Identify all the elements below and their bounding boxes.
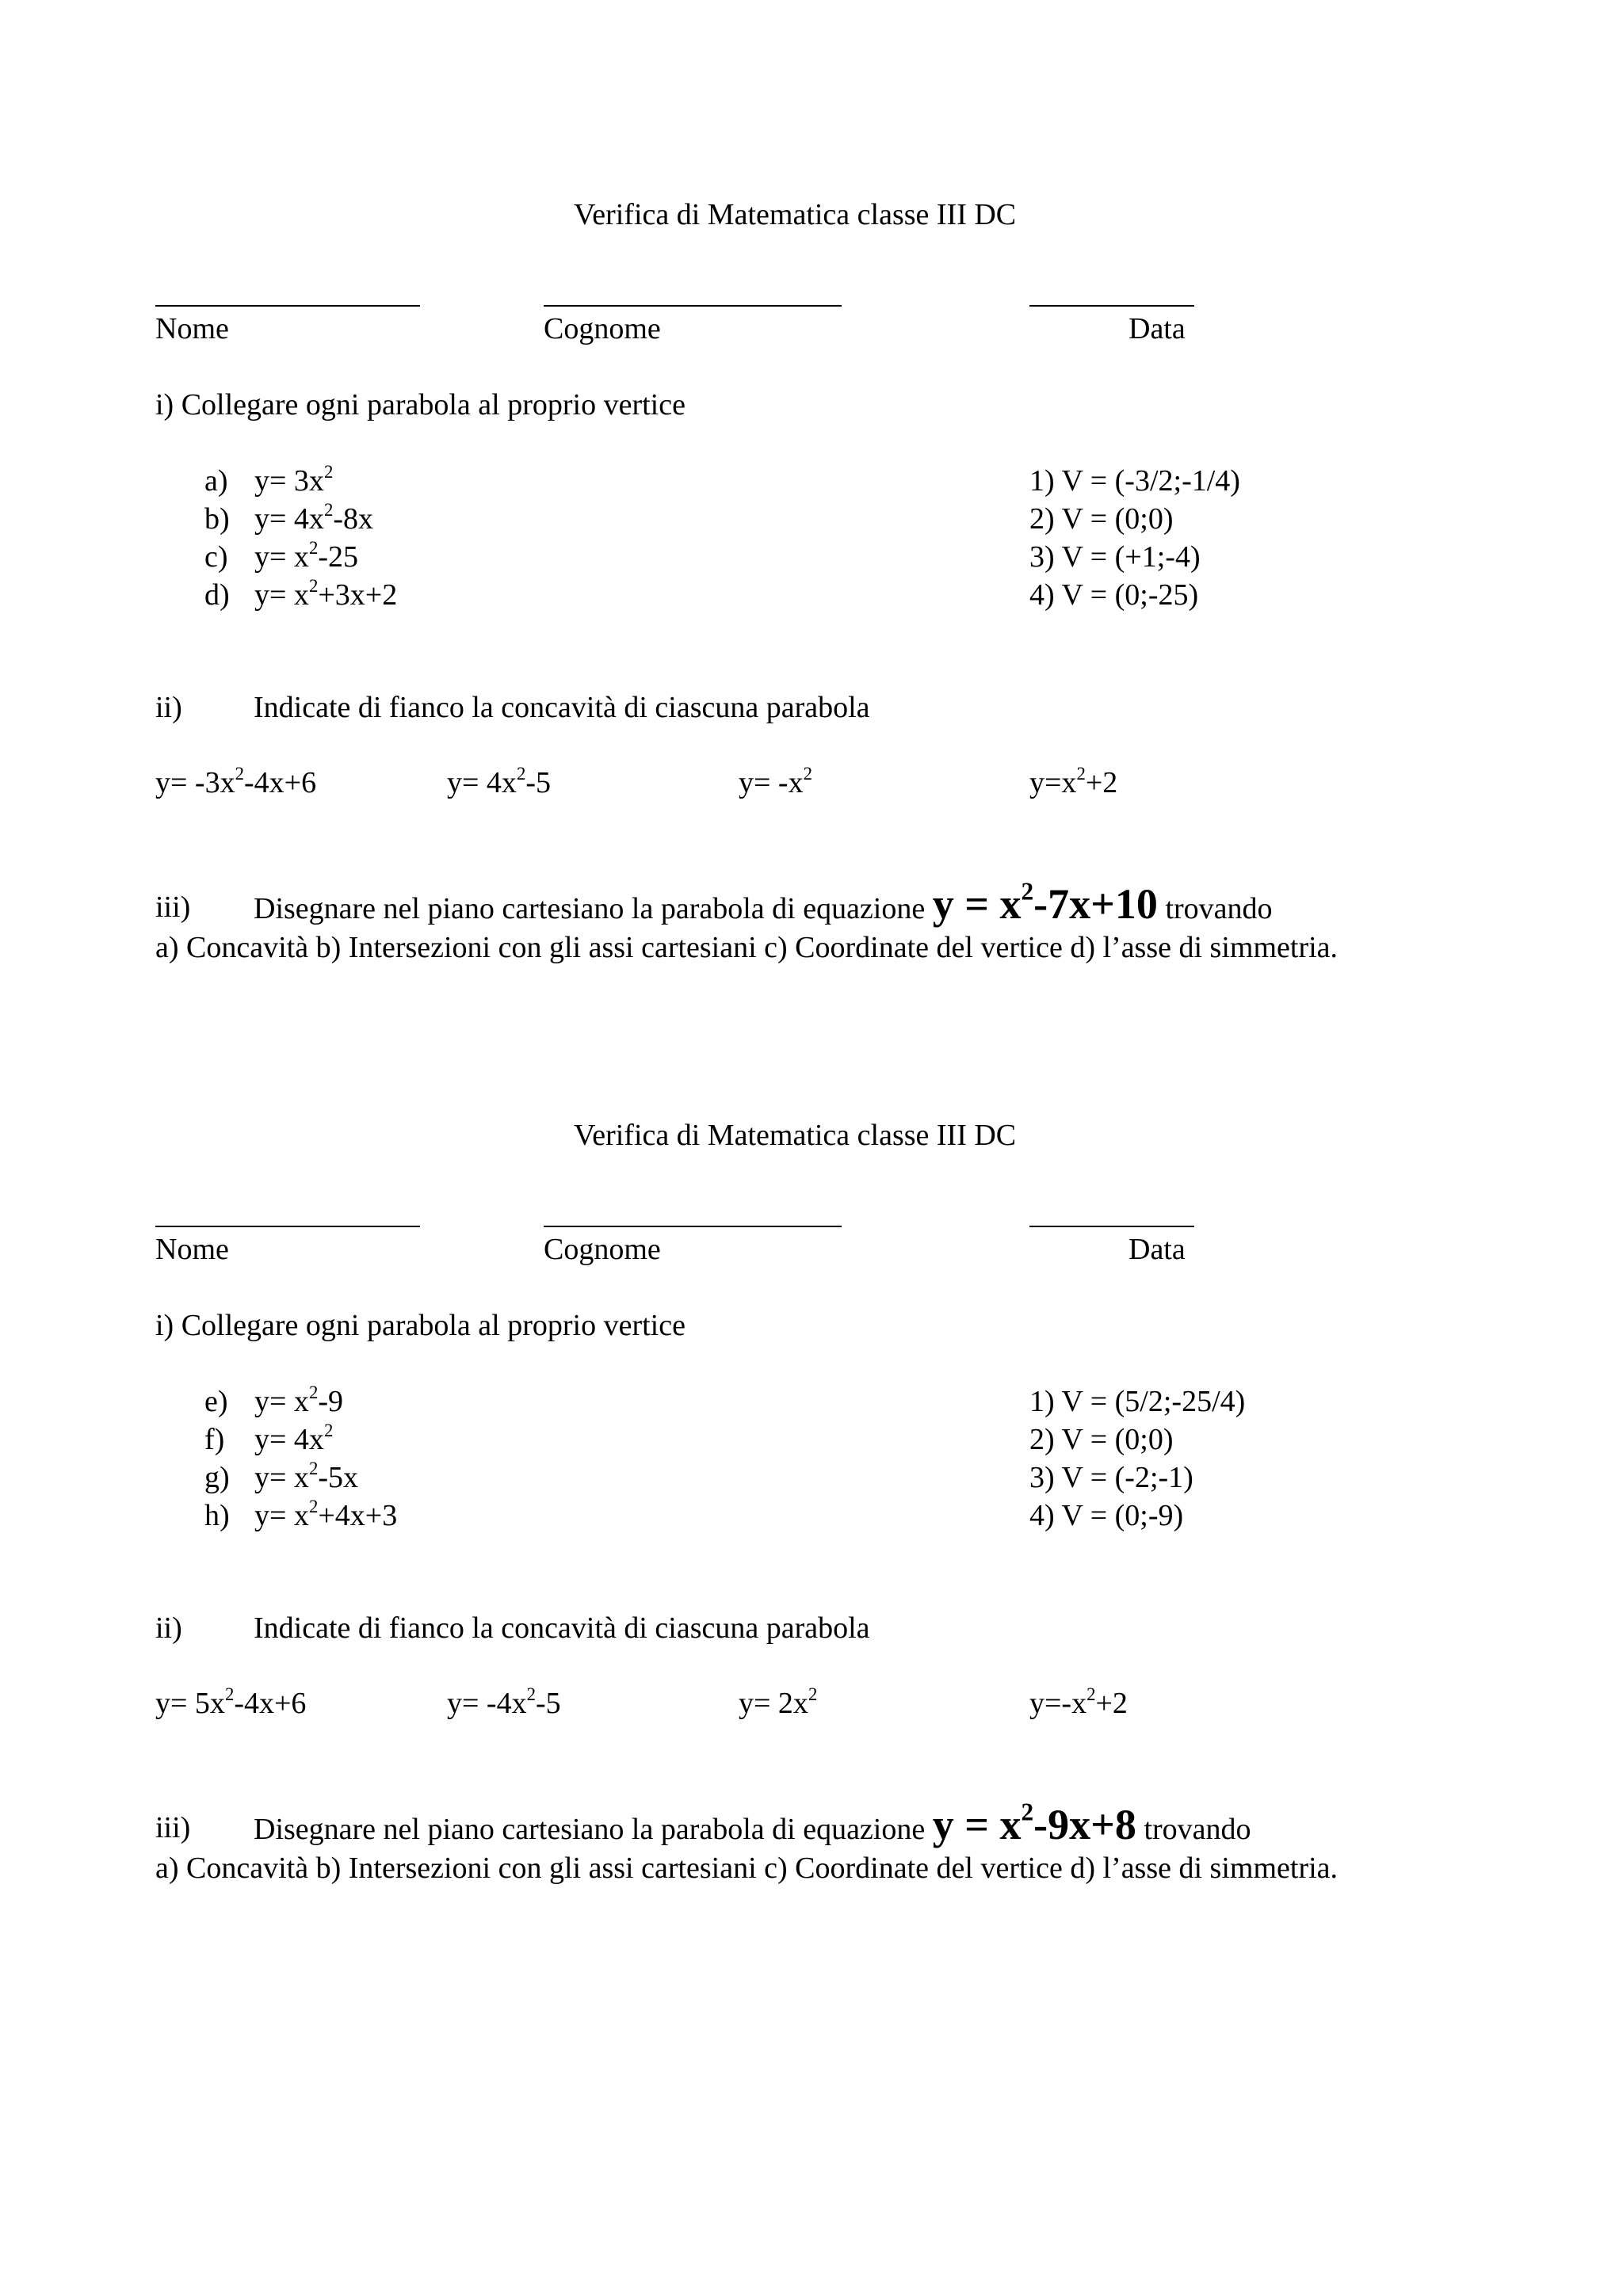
question-3-number: iii) <box>155 1811 191 1844</box>
vertex-item: 1) V = (5/2;-25/4) <box>1029 1385 1246 1418</box>
parabola-item <box>204 1421 334 1456</box>
name-label: Nome <box>155 1233 229 1266</box>
question-2-number: ii) <box>155 1611 182 1645</box>
item-equation: $y= 4x^2$ <box>254 1421 334 1456</box>
vertex-item: 3) V = (+1;-4) <box>1029 540 1201 574</box>
question-3-after: trovando <box>1165 892 1273 925</box>
date-label: Data <box>1128 1233 1186 1266</box>
page-title: Verifica di Matematica classe III DC <box>574 1119 1017 1152</box>
item-equation: $y= x^2+4x+3$ <box>254 1497 398 1532</box>
question-2-number: ii) <box>155 691 182 724</box>
question-3-after: trovando <box>1144 1813 1251 1846</box>
parabola-equation: $y = x^2-7x+10$ <box>932 877 1158 928</box>
question-3-line <box>254 877 1273 932</box>
item-equation: $y= x^2-25$ <box>254 538 358 574</box>
concavity-equation: $y= 4x^2-5$ <box>447 764 551 799</box>
date-line <box>1029 305 1194 307</box>
question-1-prompt: i) Collegare ogni parabola al proprio vertice <box>155 388 685 421</box>
vertex-item: 4) V = (0;-25) <box>1029 578 1199 612</box>
date-label: Data <box>1128 312 1186 345</box>
concavity-equation: $y= 2x^2$ <box>739 1684 818 1720</box>
name-label: Nome <box>155 312 229 345</box>
item-letter: h) <box>204 1499 230 1532</box>
concavity-equation: $y=x^2+2$ <box>1029 764 1118 799</box>
page-title: Verifica di Matematica classe III DC <box>574 198 1017 231</box>
concavity-equation: $y= -3x^2-4x+6$ <box>155 764 317 799</box>
vertex-item: 4) V = (0;-9) <box>1029 1499 1184 1532</box>
item-equation: $y= x^2+3x+2$ <box>254 576 398 612</box>
question-3-line <box>254 1798 1251 1852</box>
question-2-prompt: Indicate di fianco la concavità di ciascuna parabola <box>254 691 870 724</box>
item-equation: $y= x^2-5x$ <box>254 1459 358 1494</box>
item-letter: d) <box>204 578 230 612</box>
surname-line <box>544 1226 842 1227</box>
concavity-equation: $y= 5x^2-4x+6$ <box>155 1684 307 1720</box>
question-2-prompt: Indicate di fianco la concavità di ciascuna parabola <box>254 1611 870 1645</box>
question-3-tasks: a) Concavità b) Intersezioni con gli assi cartesiani c) Coordinate del vertice d) l’asse di simmetria. <box>155 931 1338 964</box>
parabola-item <box>204 1383 343 1418</box>
question-3-prompt: Disegnare nel piano cartesiano la parabola di equazione <box>254 892 926 925</box>
surname-label: Cognome <box>544 312 661 345</box>
question-3-tasks: a) Concavità b) Intersezioni con gli assi cartesiani c) Coordinate del vertice d) l’asse di simmetria. <box>155 1852 1338 1885</box>
vertex-item: 3) V = (-2;-1) <box>1029 1461 1193 1494</box>
item-letter: e) <box>204 1385 228 1418</box>
name-line <box>155 305 420 307</box>
item-equation: $y= 3x^2$ <box>254 462 334 498</box>
concavity-equation: $y= -x^2$ <box>739 764 812 799</box>
parabola-item <box>204 576 398 612</box>
parabola-item <box>204 500 373 536</box>
parabola-item <box>204 1497 398 1532</box>
item-letter: f) <box>204 1423 225 1456</box>
parabola-item <box>204 1459 358 1494</box>
surname-line <box>544 305 842 307</box>
item-letter: b) <box>204 502 230 536</box>
item-letter: c) <box>204 540 228 574</box>
name-line <box>155 1226 420 1227</box>
parabola-equation: $y = x^2-9x+8$ <box>932 1798 1136 1848</box>
concavity-equation: $y= -4x^2-5$ <box>447 1684 561 1720</box>
item-letter: a) <box>204 464 228 498</box>
question-3-prompt: Disegnare nel piano cartesiano la parabola di equazione <box>254 1813 926 1846</box>
question-1-prompt: i) Collegare ogni parabola al proprio vertice <box>155 1309 685 1342</box>
item-equation: $y= x^2-9$ <box>254 1383 343 1418</box>
item-letter: g) <box>204 1461 230 1494</box>
surname-label: Cognome <box>544 1233 661 1266</box>
concavity-equation: $y=-x^2+2$ <box>1029 1684 1128 1720</box>
parabola-item <box>204 462 334 498</box>
question-3-number: iii) <box>155 891 191 924</box>
vertex-item: 2) V = (0;0) <box>1029 1423 1174 1456</box>
vertex-item: 2) V = (0;0) <box>1029 502 1174 536</box>
vertex-item: 1) V = (-3/2;-1/4) <box>1029 464 1240 498</box>
parabola-item <box>204 538 358 574</box>
date-line <box>1029 1226 1194 1227</box>
item-equation: $y= 4x^2-8x$ <box>254 500 373 536</box>
